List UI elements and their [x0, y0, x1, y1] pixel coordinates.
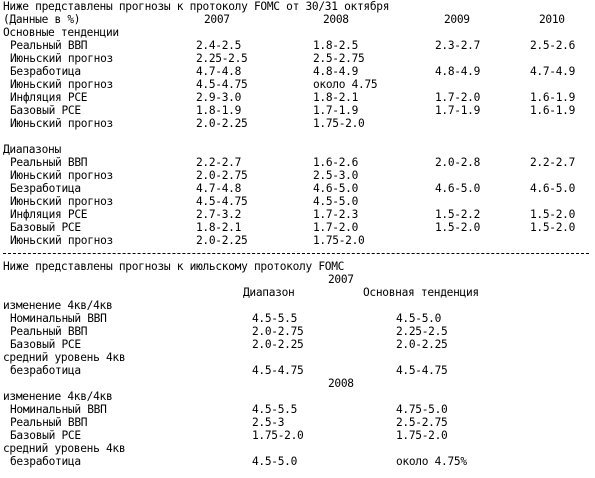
table-row — [0, 117, 595, 130]
row-label: безработица — [10, 455, 81, 468]
column-header-central: Основная тенденция — [363, 286, 479, 299]
row-value: 1.5-2.0 — [435, 221, 481, 234]
year-header-2: 2009 — [444, 13, 470, 26]
year-heading: 2007 — [328, 273, 354, 286]
section-divider — [3, 253, 589, 254]
row-value: 2.3-2.7 — [435, 39, 481, 52]
row-label: Реальный ВВП — [10, 156, 88, 169]
row-value: 1.75-2.0 — [313, 117, 365, 130]
table-row — [0, 338, 595, 351]
table-row — [0, 364, 595, 377]
year-header-0: 2007 — [204, 13, 230, 26]
row-label: Июньский прогноз — [10, 234, 113, 247]
row-range: 4.5-5.0 — [252, 455, 298, 468]
central-title: Основные тенденции — [3, 26, 119, 39]
row-range: 2.0-2.75 — [252, 325, 304, 338]
row-label: Безработица — [10, 65, 81, 78]
row-label: Июньский прогноз — [10, 78, 113, 91]
row-value: 2.0-2.25 — [196, 117, 248, 130]
table-row — [0, 429, 595, 442]
table-row — [0, 325, 595, 338]
table-row — [0, 403, 595, 416]
change-title: изменение 4кв/4кв — [3, 299, 113, 312]
row-label: Безработица — [10, 182, 81, 195]
row-value: 2.2-2.7 — [196, 156, 242, 169]
column-header-range: Диапазон — [243, 286, 295, 299]
intro-oct-line — [0, 0, 595, 13]
row-value: 2.5-2.6 — [530, 39, 576, 52]
row-value: 4.6-5.0 — [530, 182, 576, 195]
row-label: Номинальный ВВП — [10, 403, 107, 416]
row-central: 4.5-5.0 — [396, 312, 442, 325]
units-note: (Данные в %) — [3, 13, 81, 26]
row-value: 2.7-3.2 — [196, 208, 242, 221]
row-value: 4.5-4.75 — [196, 78, 248, 91]
table-row — [0, 169, 595, 182]
row-value: 1.5-2.2 — [435, 208, 481, 221]
row-value: 4.5-4.75 — [196, 195, 248, 208]
row-label: Базовый PCE — [10, 338, 81, 351]
table-row — [0, 65, 595, 78]
column-header-row — [0, 286, 595, 299]
row-value: 2.2-2.7 — [530, 156, 576, 169]
row-value: 1.7-2.0 — [435, 91, 481, 104]
central-title-line — [0, 26, 595, 39]
year-header-row — [0, 13, 595, 26]
intro-jul-line — [0, 260, 595, 273]
row-range: 4.5-4.75 — [252, 364, 304, 377]
row-label: Реальный ВВП — [10, 39, 88, 52]
unemp-title: средний уровень 4кв — [3, 351, 126, 364]
row-value: 2.0-2.25 — [196, 234, 248, 247]
range-title-line — [0, 143, 595, 156]
table-row — [0, 39, 595, 52]
row-value: 1.7-1.9 — [313, 104, 359, 117]
row-value: 1.75-2.0 — [313, 234, 365, 247]
table-row — [0, 234, 595, 247]
year-heading: 2008 — [328, 377, 354, 390]
change-title-line — [0, 299, 595, 312]
year-heading-line — [0, 377, 595, 390]
row-value: 1.8-2.1 — [313, 91, 359, 104]
range-title: Диапазоны — [3, 143, 61, 156]
row-label: Номинальный ВВП — [10, 312, 107, 325]
row-value: 2.5-2.75 — [313, 52, 365, 65]
row-value: 1.7-2.3 — [313, 208, 359, 221]
table-row — [0, 221, 595, 234]
row-label: Базовый PCE — [10, 429, 81, 442]
row-central: 2.25-2.5 — [396, 325, 448, 338]
row-value: 1.8-1.9 — [196, 104, 242, 117]
table-row — [0, 78, 595, 91]
row-label: Инфляция PCE — [10, 208, 88, 221]
row-value: 4.5-5.0 — [313, 195, 359, 208]
row-label: Реальный ВВП — [10, 416, 88, 429]
row-label: Базовый PCE — [10, 221, 81, 234]
row-value: 2.5-3.0 — [313, 169, 359, 182]
table-row — [0, 104, 595, 117]
row-range: 2.5-3 — [252, 416, 285, 429]
row-value: 1.5-2.0 — [530, 208, 576, 221]
intro-jul-text: Ниже представлены прогнозы к июльскому протоколу FOMC — [3, 260, 345, 273]
row-central: 4.75-5.0 — [396, 403, 448, 416]
row-value: 4.8-4.9 — [313, 65, 359, 78]
row-value: 2.9-3.0 — [196, 91, 242, 104]
row-range: 2.0-2.25 — [252, 338, 304, 351]
change-title: изменение 4кв/4кв — [3, 390, 113, 403]
row-value: 2.0-2.8 — [435, 156, 481, 169]
row-value: 4.6-5.0 — [435, 182, 481, 195]
table-row — [0, 195, 595, 208]
row-label: Июньский прогноз — [10, 52, 113, 65]
row-value: 1.6-1.9 — [530, 91, 576, 104]
row-value: 2.0-2.75 — [196, 169, 248, 182]
row-central: около 4.75% — [396, 455, 467, 468]
row-range: 4.5-5.5 — [252, 403, 298, 416]
row-label: Июньский прогноз — [10, 195, 113, 208]
row-value: 1.8-2.1 — [196, 221, 242, 234]
unemp-title: средний уровень 4кв — [3, 442, 126, 455]
row-value: 1.8-2.5 — [313, 39, 359, 52]
row-label: Базовый PCE — [10, 104, 81, 117]
unemp-title-line — [0, 351, 595, 364]
intro-oct-text: Ниже представлены прогнозы к протоколу FOMC от 30/31 октября — [3, 0, 390, 13]
row-range: 4.5-5.5 — [252, 312, 298, 325]
table-row — [0, 416, 595, 429]
row-label: безработица — [10, 364, 81, 377]
table-row — [0, 182, 595, 195]
row-value: 4.8-4.9 — [435, 65, 481, 78]
table-row — [0, 52, 595, 65]
row-value: 1.6-2.6 — [313, 156, 359, 169]
row-label: Июньский прогноз — [10, 117, 113, 130]
table-row — [0, 156, 595, 169]
row-value: 1.7-2.0 — [313, 221, 359, 234]
row-label: Инфляция PCE — [10, 91, 88, 104]
row-value: 4.7-4.9 — [530, 65, 576, 78]
row-central: 2.5-2.75 — [396, 416, 448, 429]
row-value: 1.5-2.0 — [530, 221, 576, 234]
year-header-3: 2010 — [539, 13, 565, 26]
change-title-line — [0, 390, 595, 403]
row-label: Июньский прогноз — [10, 169, 113, 182]
row-value: 1.7-1.9 — [435, 104, 481, 117]
row-central: 1.75-2.0 — [396, 429, 448, 442]
row-value: 4.7-4.8 — [196, 182, 242, 195]
row-value: 2.25-2.5 — [196, 52, 248, 65]
row-value: 2.4-2.5 — [196, 39, 242, 52]
table-row — [0, 208, 595, 221]
row-range: 1.75-2.0 — [252, 429, 304, 442]
table-row — [0, 91, 595, 104]
year-header-1: 2008 — [323, 13, 349, 26]
row-central: 2.0-2.25 — [396, 338, 448, 351]
unemp-title-line — [0, 442, 595, 455]
row-central: 4.5-4.75 — [396, 364, 448, 377]
table-row — [0, 455, 595, 468]
row-value: 4.7-4.8 — [196, 65, 242, 78]
row-value: 1.6-1.9 — [530, 104, 576, 117]
table-row — [0, 312, 595, 325]
year-heading-line — [0, 273, 595, 286]
row-value: 4.6-5.0 — [313, 182, 359, 195]
row-label: Реальный ВВП — [10, 325, 88, 338]
row-value: около 4.75 — [313, 78, 378, 91]
